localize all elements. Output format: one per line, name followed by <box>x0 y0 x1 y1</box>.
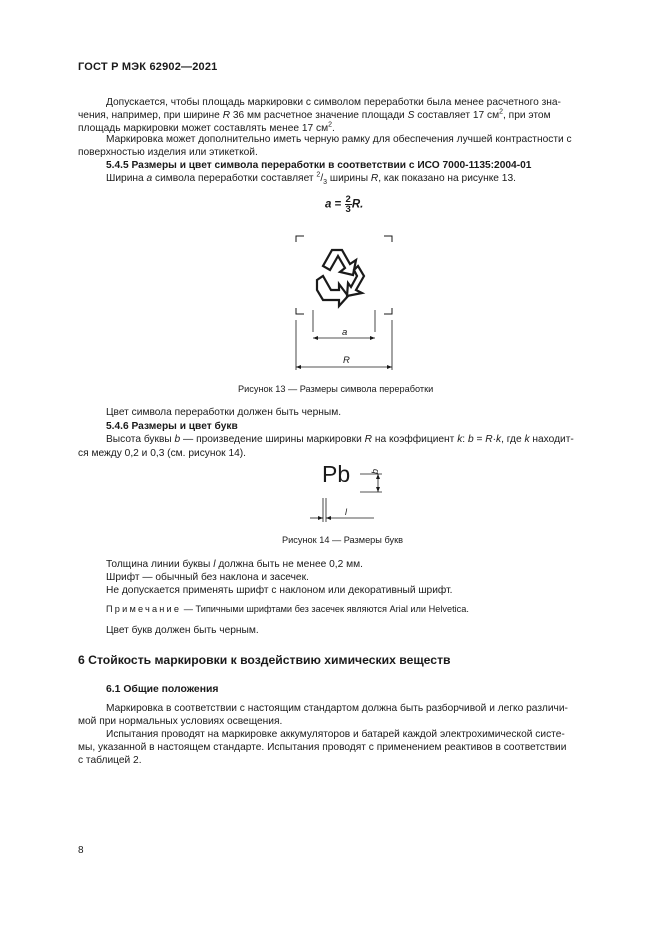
s6-p2-line1: Испытания проводят на маркировке аккумуляторов и батарей каждой электрохимической систе- <box>106 729 565 740</box>
section-5-4-6-line2: ся между 0,2 и 0,3 (см. рисунок 14). <box>78 448 247 459</box>
formula-a-equals: a = $\frac{2}{3}$ R. <box>325 194 364 215</box>
p1-line3: площадь маркировки может составлять менее 17 $см^2$. <box>78 121 335 134</box>
fig14-label-b: b <box>370 468 380 474</box>
fig14-pb-text: Pb <box>322 461 351 487</box>
section-5-4-6-line1: Высота буквы b — произведение ширины маркировки R на коэффициент k: b = R·k, где k находит- <box>106 434 574 445</box>
figure-13-caption: Рисунок 13 — Размеры символа переработки <box>238 384 434 394</box>
recycle-color-text: Цвет символа переработки должен быть черным. <box>106 407 342 418</box>
font-restriction-text: Не допускается применять шрифт с наклоном или декоративный шрифт. <box>106 585 453 596</box>
p2-line2: поверхностью изделия или этикеткой. <box>78 147 258 158</box>
figure-14-caption: Рисунок 14 — Размеры букв <box>282 535 404 545</box>
p2-line1: Маркировка может дополнительно иметь черную рамку для обеспечения лучшей контрастности с <box>106 134 572 145</box>
s6-p1-line2: мой при нормальных условиях освещения. <box>78 716 283 727</box>
figure-13-diagram <box>290 230 410 380</box>
s6-p2-line3: с таблицей 2. <box>78 755 142 766</box>
font-text: Шрифт — обычный без наклона и засечек. <box>106 572 309 583</box>
section-6-title: 6 Стойкость маркировки к воздействию химических веществ <box>78 653 451 667</box>
document-header: ГОСТ Р МЭК 62902—2021 <box>78 61 218 73</box>
fig13-label-a: a <box>342 327 348 338</box>
section-6-1-title: 6.1 Общие положения <box>106 684 219 695</box>
fig13-label-r: R <box>343 355 350 366</box>
fig14-label-l: l <box>345 507 347 517</box>
section-5-4-6-title: 5.4.6 Размеры и цвет букв <box>106 421 238 432</box>
letter-color-text: Цвет букв должен быть черным. <box>106 625 259 636</box>
section-5-4-5-text: Ширина a символа переработки составляет $^2/_3$ ширины R, как показано на рисунке 13. <box>106 171 516 187</box>
stroke-width-text: Толщина линии буквы l должна быть не менее 0,2 мм. <box>106 559 363 570</box>
note-text: Примечание — Типичными шрифтами без засечек являются Arial или Helvetica. <box>106 604 469 614</box>
figure-14-diagram <box>310 461 400 530</box>
section-5-4-5-title: 5.4.5 Размеры и цвет символа переработки в соответствии с ИСО 7000-1135:2004-01 <box>106 160 532 171</box>
s6-p1-line1: Маркировка в соответствии с настоящим стандартом должна быть разборчивой и легко различи- <box>106 703 568 714</box>
s6-p2-line2: мы, указанной в настоящем стандарте. Испытания проводят с применением реактивов в соответствии <box>78 742 567 753</box>
p1-line1: Допускается, чтобы площадь маркировки с символом переработки была менее расчетного зна- <box>106 97 561 108</box>
page-number: 8 <box>78 845 84 856</box>
p1-line2: чения, например, при ширине R 36 мм расчетное значение площади S составляет 17 $см^2$, при этом <box>78 108 551 121</box>
recycle-symbol-icon <box>317 250 364 306</box>
